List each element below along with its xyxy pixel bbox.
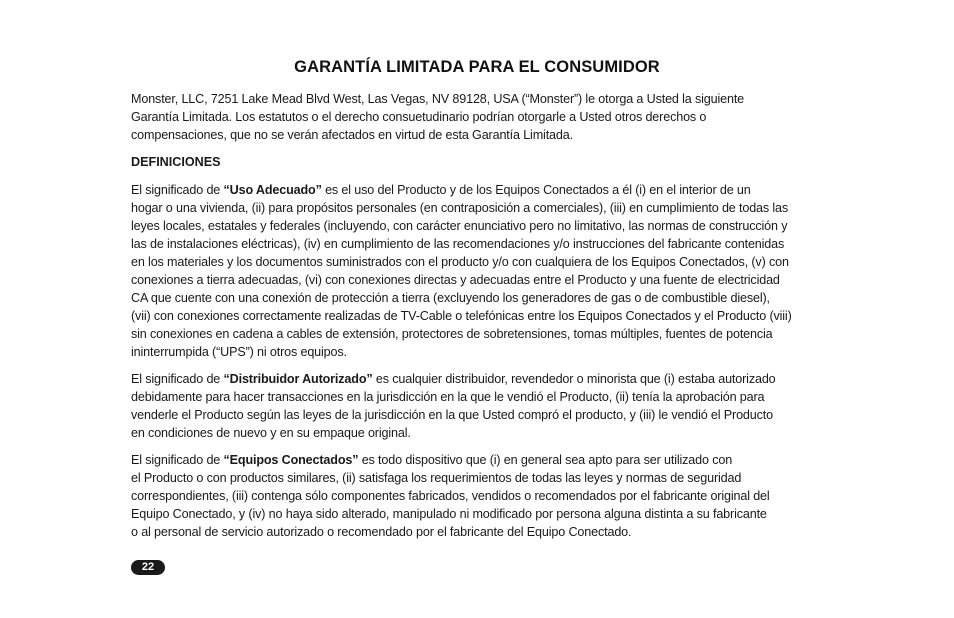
definition-text: es el uso del Producto y de los Equipos Conectados a él (i) en el interior de un [321,183,751,197]
definition-text: es todo dispositivo que (i) en general sea apto para ser utilizado con [358,453,733,467]
definition-equipos-conectados [131,451,823,541]
definition-line: las de instalaciones eléctricas), (iv) en cumplimiento de las recomendaciones y/o instrucciones del fabricante contenidas [131,237,785,251]
definition-text: es cualquier distribuidor, revendedor o minorista que (i) estaba autorizado [372,372,776,386]
definition-first-line [131,181,823,199]
definition-line: el Producto o con productos similares, (ii) satisfaga los requerimientos de todas las leyes y normas de seguridad [131,471,742,485]
definition-prefix: El significado de [131,453,224,467]
definition-line: conexiones a tierra adecuadas, (vi) con conexiones directas y adecuadas entre el Producto y una fuente de electricidad [131,273,780,287]
definition-distribuidor-autorizado [131,370,823,442]
definition-line: venderle el Producto según las leyes de la jurisdicción en la que Usted compró el producto, y (iii) le vendió el Producto [131,408,773,422]
definition-line: ininterrumpida (“UPS”) ni otros equipos. [131,345,347,359]
definition-line: hogar o una vivienda, (ii) para propósitos personales (en contraposición a comerciales), (iii) en cumplimiento de todas las [131,201,789,215]
defined-term: “Uso Adecuado” [223,183,322,197]
definition-line: en los materiales y los documentos suministrados con el producto y/o con cualquiera de los Equipos Conectados, (v) con [131,255,789,269]
definition-line: sin conexiones en cadena a cables de extensión, protectores de sobretensiones, tomas múltiples, fuentes de potencia [131,327,773,341]
definition-prefix: El significado de [131,372,224,386]
definition-line: CA que cuente con una conexión de protección a tierra (excluyendo los generadores de gas o de combustible diesel), [131,291,770,305]
definition-line: en condiciones de nuevo y en su empaque original. [131,426,411,440]
definition-first-line [131,451,823,469]
definition-uso-adecuado [131,181,823,361]
definition-line: o al personal de servicio autorizado o recomendado por el fabricante del Equipo Conectado. [131,525,632,539]
definition-first-line [131,370,823,388]
definition-line: (vii) con conexiones correctamente realizadas de TV-Cable o telefónicas entre los Equipos Conectados y el Producto (viii) [131,309,792,323]
definitions-heading: DEFINICIONES [131,155,221,169]
page-title: GARANTÍA LIMITADA PARA EL CONSUMIDOR [294,58,660,76]
intro-paragraph [131,90,823,144]
intro-line: Garantía Limitada. Los estatutos o el derecho consuetudinario podrían otorgarle a Usted otros derechos o [131,110,707,124]
warranty-page [131,58,823,550]
definition-line: debidamente para hacer transacciones en la jurisdicción en la que le vendió el Producto, (ii) tenía la aprobación para [131,390,765,404]
definition-line: correspondientes, (iii) contenga sólo componentes fabricados, vendidos o recomendados por el fabricante original del [131,489,770,503]
intro-line: Monster, LLC, 7251 Lake Mead Blvd West, Las Vegas, NV 89128, USA (“Monster”) le otorga a Usted la siguiente [131,92,745,106]
defined-term: “Equipos Conectados” [223,453,359,467]
definition-prefix: El significado de [131,183,224,197]
page-number-badge: 22 [131,560,165,575]
defined-term: “Distribuidor Autorizado” [223,372,373,386]
definition-line: leyes locales, estatales y federales (incluyendo, con carácter enunciativo pero no limitativo, las normas de construcción y [131,219,788,233]
definition-line: Equipo Conectado, y (iv) no haya sido alterado, manipulado ni modificado por persona alguna distinta a su fabricante [131,507,767,521]
intro-line: compensaciones, que no se verán afectados en virtud de esta Garantía Limitada. [131,128,573,142]
